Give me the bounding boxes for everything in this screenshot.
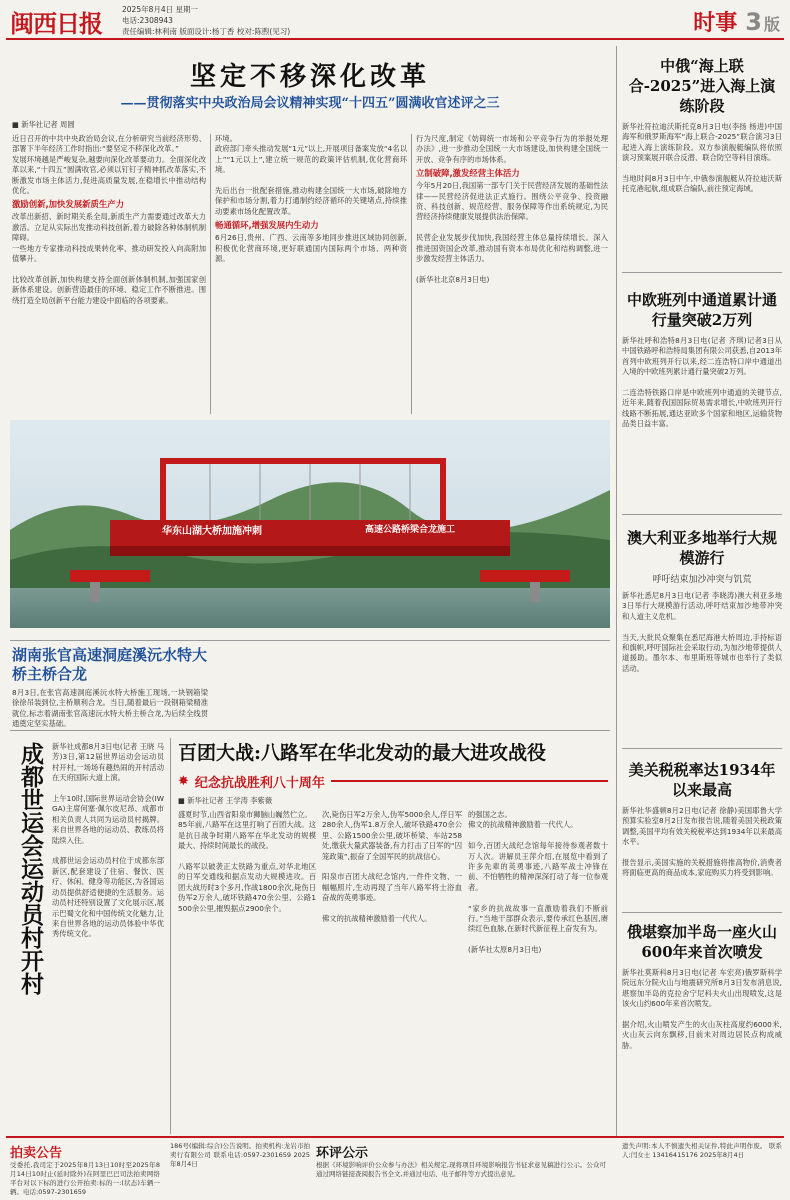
sidebar-story-3-body: 新华社悉尼8月3日电(记者 李晓涛)澳大利亚多地3日举行大规模游行活动,呼吁结束加沙地带冲突和人道主义危机。 当天,大批民众聚集在悉尼海港大桥周边,手持标语和旗帜,呼吁国际社会采取行动,为加沙地带提供人道援助。墨尔本、布里斯班等城市也举行了类似活动。 — [622, 591, 782, 673]
loss-notice: 遗失声明:本人不慎遗失相关证件,特此声明作废。 联系人:闫女士 13416415176 2025年8月4日 — [622, 1142, 782, 1159]
baituan-col2: 次,毙伤日军2万余人,伪军5000余人,俘日军280余人,伪军1.8万余人,破坏铁路470余公里、公路1500余公里,破坏桥梁、车站258处,缴获大量武器装备,有力打击了日军的“囚笼政策”,振奋了全国军民的抗战信心。 阳泉市百团大战纪念馆内,一件件文物、一幅幅照片,生动再现了当年八路军将士浴血奋战的英勇事迹。 佛文的抗战精神激励着一代代人。 — [322, 810, 462, 924]
auction-body: 受委托,我司定于2025年8月13日10时至2025年8月14日10时止(延时除外)在阿里巴巴司法拍卖网络平台对以下标的进行公开拍卖:标的一:(状态)车辆一辆。电话:0597-2301659 — [10, 1161, 160, 1196]
lead-col1-text-b: 改革出新招、新时期关系全局,新质生产力需要通过改革大力激活。立足从实际出发推动科技创新,着力破除各种体制机制障碍。 一些地方专家推动科技成果转化率、推动研发投入向高附加值攀升。 比较改革创新,加快构建支持全面创新体制机制,加强国家创新体系建设。创新营造最佳的环境、稳定工作不断推进。围绕打造全局创新平台能力建设中面临的各项要素。 — [12, 212, 206, 305]
lead-col2-subhead: 畅通循环,增强发展内生动力 — [215, 220, 319, 231]
page-unit: 版 — [763, 15, 780, 34]
lead-subtitle: ——贯彻落实中央政治局会议精神实现“十四五”圆满收官述评之三 — [120, 96, 500, 111]
masthead — [0, 0, 790, 42]
lead-col3-subhead: 立制破障,激发经营主体活力 — [416, 168, 520, 179]
sidebar-story-3-title: 澳大利亚多地举行大规模游行 — [626, 529, 777, 567]
lead-column-1 — [12, 134, 206, 414]
bridge-photo — [10, 420, 610, 628]
lead-column-3 — [416, 134, 608, 414]
photo-banner-right: 高速公路桥梁合龙施工 — [364, 525, 455, 535]
chengdu-body: 新华社成都8月3日电(记者 王晓 马 芳)3日,第12届世界运动会运动员村开村,一场场有趣热闹的开村活动在天府国际大道上演。 上午10时,国际世界运动会协会(IWGA)主席何塞·佩尔皮尼昂、成都市相关负责人共同为运动员村揭牌。来自世界各地的运动员、教练员将陆续入住。 成都世运会运动员村位于成都东部新区,配套建设了住宿、餐饮、医疗、休闲、健身等功能区,为各国运动员提供舒适便捷的生活服务。运动员村还特别设置了文化展示区,展示巴蜀文化和中国传统文化魅力,让来自世界各地的运动员体验中华优秀传统文化。 — [52, 742, 164, 939]
bridge-photo-illustration — [10, 420, 610, 628]
phone: 电话:2308943 — [122, 16, 173, 25]
sidebar-story-5-body: 新华社莫斯科8月3日电(记者 车宏亮)俄罗斯科学院远东分院火山与地震研究所8月3日发布消息说,堪察加半岛的克拉舍宁尼科夫火山出现喷发,这是该火山约600年来首次喷发。 据介绍,火山喷发产生的火山灰柱高度约6000米,火山灰云向东飘移,目前未对周边居民点构成威胁。 — [622, 968, 782, 1050]
lead-byline: ■ 新华社记者 周圆 — [12, 120, 75, 129]
baituan-col3: 的强国之志。 佛文的抗战精神激励着一代代人。 如今,百团大战纪念馆每年接待参观者数十万人次。讲解员王萍介绍,在展览中看到了许多先辈的英勇事迹,八路军战士冲锋在前、不怕牺牲的精神深深打动了每一位参观者。 “家乡的抗战故事一直激励着我们不断前行。”当地干部群众表示,要传承红色基因,赓续红色血脉,在新时代新征程上奋发有为。 (新华社太原8月3日电) — [468, 810, 608, 955]
environment-body: 根据《环境影响评价公众参与办法》相关规定,现将项目环境影响报告书征求意见稿进行公示。公众可通过网络链接查阅报告书全文,并通过电话、电子邮件等方式提出意见。 — [316, 1161, 606, 1178]
sidebar-story-1 — [622, 56, 782, 195]
sidebar-story-4-title: 美关税税率达1934年以来最高 — [628, 761, 776, 799]
lead-col3-text: 行为尺度,制定《妨碍统一市场和公平竞争行为的举报处理办法》,进一步推动全国统一大市场建设,加快构建全国统一开放、竞争有序的市场体系。 — [416, 134, 608, 164]
lead-col1-text: 近日召开的中共中央政治局会议,在分析研究当前经济形势、部署下半年经济工作时指出:“要坚定不移深化改革。” 发展环境越是严峻复杂,越要向深化改革要动力。全面深化改革以来,“十四五”圆满收官,必须以钉钉子精神抓改革落实,不断激发市场主体活力,促进高质量发展,在稳增长中推动结构优化。 — [12, 134, 206, 196]
newspaper-logo: 闽西日报 — [10, 9, 102, 38]
environment-notice — [316, 1142, 606, 1179]
masthead-rule — [6, 38, 784, 40]
lead-col3-text-b: 今年5月20日,我国第一部专门关于民营经济发展的基础性法律——民营经济促进法正式施行。围绕公平竞争、投资融资、科技创新、规范经营、服务保障等作出系统规定,为民营经济持续健康发展提供法治保障。 民营企业发展步伐加快,我国经营主体总量持续增长。深入推进国资国企改革,推动国有资本布局优化和结构调整,进一步激发经营主体活力。 (新华社北京8月3日电) — [416, 181, 608, 284]
baituan-banner — [178, 772, 608, 790]
lead-title: 坚定不移深化改革 — [189, 62, 430, 92]
auction-notice — [10, 1142, 160, 1197]
sidebar-story-3 — [622, 528, 782, 674]
chengdu-vertical-title: 成都世运会运动员村开村 — [17, 742, 44, 995]
auction-title: 拍卖公告 — [10, 1146, 63, 1161]
sidebar-story-5-title: 俄堪察加半岛一座火山600年来首次喷发 — [626, 923, 777, 961]
lead-col1-subhead: 激励创新,加快发展新质生产力 — [12, 199, 125, 210]
sidebar-story-3-subtitle: 呼吁结束加沙冲突与饥荒 — [652, 575, 752, 585]
baituan-title: 百团大战:八路军在华北发动的最大进攻战役 — [178, 742, 547, 764]
sidebar-story-2 — [622, 290, 782, 430]
sidebar-story-1-body: 新华社符拉迪沃斯托克8月3日电(李扬 杨进)中国海军和俄罗斯海军“海上联合-2025”联合演习3日起进入海上演练阶段。双方参演舰艇编队将依照演习预案展开联合反潜、联合防空等科目演练。 当地时间8月3日中午,中俄参演舰艇从符拉迪沃斯托克港起航,组成联合编队,前往预定海域。 — [622, 122, 782, 194]
lead-column-2 — [215, 134, 407, 414]
editors: 责任编辑:林利南 版面设计:杨丁香 校对:陈煦(见习) — [122, 27, 291, 36]
sidebar-story-4 — [622, 760, 782, 879]
section-name: 时事 — [693, 10, 738, 36]
sidebar-story-4-body: 新华社华盛顿8月2日电(记者 徐静)美国耶鲁大学预算实验室8月2日发布报告说,随着美国关税政策调整,美国平均有效关税税率达到1934年以来最高水平。 报告显示,美国实施的关税措施将推高物价,消费者将面临更高的商品成本,家庭购买力将受到影响。 — [622, 806, 782, 878]
auction-detail: 186号(编辑:综合)公告说明。拍卖机构:龙岩市拍卖行有限公司 联系电话:0597-2301659 2025年8月4日 — [170, 1142, 310, 1168]
star-icon: ✸ — [178, 773, 189, 789]
issue-date: 2025年8月4日 星期一 — [122, 5, 199, 14]
photo-banner-left: 华东山湖大桥加施冲刺 — [162, 526, 262, 537]
lead-col2-text: 环境。 政府部门牵头推动发展“1元”以上,开展项目备案发放“4名以上”“1元以上”,建立统一规范的政策评估机制,优化营商环境。 先后出台一批配套措施,推动构建全国统一大市场,破除地方保护和市场分割,着力打通制约经济循环的关键堵点,持续推动要素市场化配置改革。 — [215, 134, 407, 216]
bridge-story-title: 湖南张官高速洞庭溪沅水特大桥主桥合龙 — [12, 646, 208, 683]
baituan-byline: ■ 新华社记者 王学涛 李紫薇 — [178, 796, 273, 805]
sidebar-story-5 — [622, 922, 782, 1051]
sidebar-story-1-title: 中俄“海上联合-2025”进入海上演练阶段 — [628, 57, 776, 115]
baituan-banner-text: 纪念抗战胜利八十周年 — [194, 775, 325, 791]
bridge-story-body: 8月3日,在张官高速洞庭溪沅水特大桥施工现场,一块钢箱梁徐徐吊装到位,主桥顺利合龙。当日,随着最后一段钢箱梁精准就位,标志着湖南张官高速沅水特大桥主桥合龙,为后续全线贯通奠定坚实基础。 — [12, 688, 208, 728]
environment-title: 环评公示 — [316, 1146, 369, 1161]
sidebar-story-2-title: 中欧班列中通道累计通行量突破2万列 — [626, 291, 777, 329]
baituan-col1: 盛夏时节,山西省阳泉市狮脑山巍然伫立。 85年前,八路军在这里打响了百团大战。这是抗日战争时期八路军在华北发动的规模最大、持续时间最长的战役。 八路军以破袭正太铁路为重点,对华北地区的日军交通线和据点发动大规模进攻。百团大战历时3个多月,作战1800余次,毙伤日伪军2万余人,破坏铁路470余公里、公路1500余公里,摧毁据点2900余个。 — [178, 810, 316, 913]
lead-col2-text-b: 6月26日,贵州、广西、云南等多地同步推进区域协同创新,积极优化营商环境,更好联通国内国际两个市场、两种资源。 — [215, 233, 407, 264]
page-number: 3 — [745, 8, 762, 36]
sidebar-story-2-body: 新华社呼和浩特8月3日电(记者 齐琪)记者3日从中国铁路呼和浩特局集团有限公司获悉,自2013年首列中欧班列开行以来,经二连浩特口岸中通道出入境的中欧班列累计通行量突破2万列。 二连浩特铁路口岸是中欧班列中通道的关键节点,近年来,随着我国国际贸易需求增长,中欧班列开行线路不断拓展,通达亚欧多个国家和地区,运输货物品类日益丰富。 — [622, 336, 782, 429]
footer-rule — [6, 1136, 784, 1138]
